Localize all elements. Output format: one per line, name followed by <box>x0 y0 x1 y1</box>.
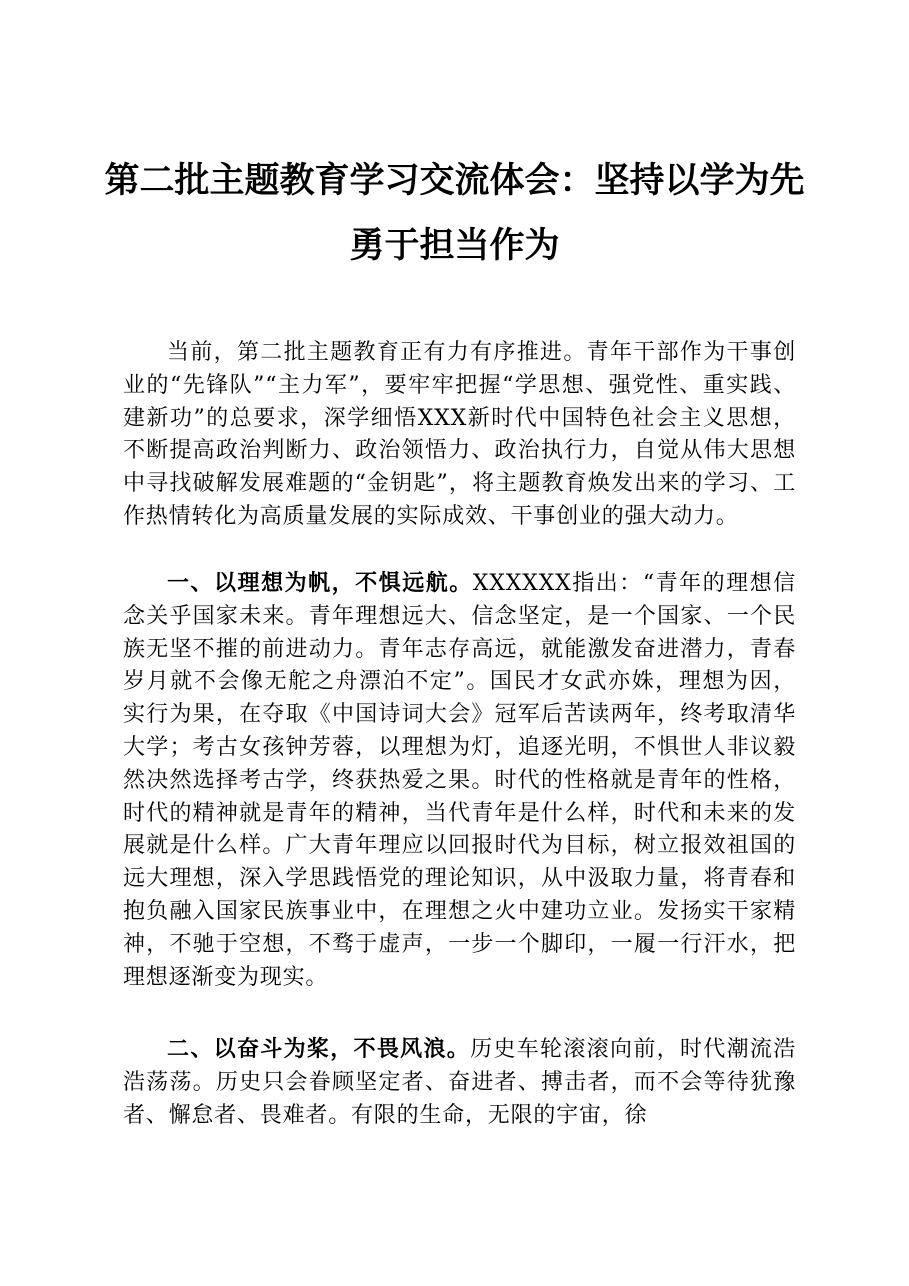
document-title-line-1: 第二批主题教育学习交流体会：坚持以学为先 <box>104 160 805 201</box>
paragraph-section-1 <box>123 567 796 994</box>
document-title-line-2: 勇于担当作为 <box>349 225 560 266</box>
paragraph-section-2 <box>123 1033 796 1132</box>
section-1-heading: 一、以理想为帆，不惧远航。 <box>167 570 473 596</box>
paragraph-intro-text: 当前，第二批主题教育正有力有序推进。青年干部作为干事创业的“先锋队”“主力军”，要牢牢把握“学思想、强党性、重实践、建新功”的总要求，深学细悟XXX新时代中国特色社会主义思想，不断提高政治判断力、政治领悟力、政治执行力，自觉从伟大思想中寻找破解发展难题的“金钥匙”，将主题教育焕发出来的学习、工作热情转化为高质量发展的实际成效、干事创业的强大动力。 <box>123 340 796 529</box>
paragraph-intro <box>123 337 796 534</box>
section-2-text: 历史车轮滚滚向前，时代潮流浩浩荡荡。历史只会眷顾坚定者、奋进者、搏击者，而不会等待犹豫者、懈怠者、畏难者。有限的生命，无限的宇宙，徐 <box>123 1037 797 1128</box>
section-2-heading: 二、以奋斗为桨，不畏风浪。 <box>167 1036 471 1062</box>
section-1-text: XXXXXX指出：“青年的理想信念关乎国家未来。青年理想远大、信念坚定，是一个国家、一个民族无坚不摧的前进动力。青年志存高远，就能激发奋进潜力，青春岁月就不会像无舵之舟漂泊不定”。国民才女武亦姝，理想为因，实行为果，在夺取《中国诗词大会》冠军后苦读两年，终考取清华大学；考古女孩钟芳蓉，以理想为灯，追逐光明，不惧世人非议毅然决然选择考古学，终获热爱之果。时代的性格就是青年的性格，时代的精神就是青年的精神，当代青年是什么样，时代和未来的发展就是什么样。广大青年理应以回报时代为目标，树立报效祖国的远大理想，深入学思践悟党的理论知识，从中汲取力量，将青春和抱负融入国家民族事业中，在理想之火中建功立业。发扬实干家精神，不驰于空想，不骛于虚声，一步一个脚印，一履一行汗水，把理想逐渐变为现实。 <box>123 571 796 990</box>
